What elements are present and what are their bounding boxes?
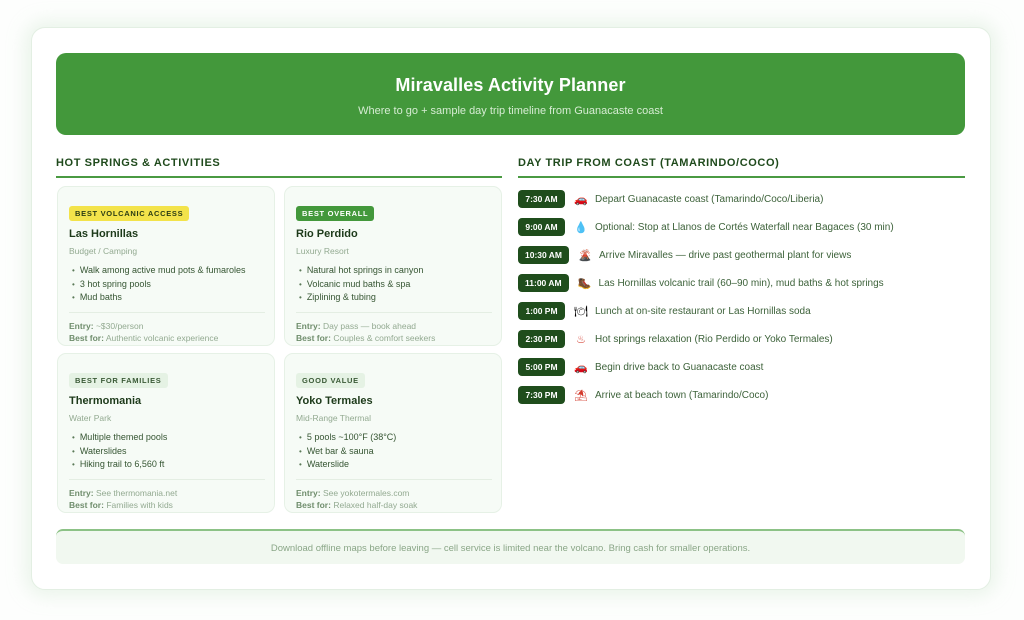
entry-value: See yokotermales.com xyxy=(322,487,410,498)
feature-list xyxy=(296,264,490,305)
volcano-icon: 🌋 xyxy=(578,248,592,262)
card-meta xyxy=(69,487,263,512)
timeline-text: Arrive at beach town (Tamarindo/Coco) xyxy=(595,389,769,401)
timeline-row xyxy=(518,325,965,353)
timeline-row xyxy=(518,213,965,241)
card-meta xyxy=(69,320,263,345)
time-badge: 7:30 PM xyxy=(518,386,565,404)
best-for-label: Best for: xyxy=(69,500,104,510)
entry-value: Day pass — book ahead xyxy=(322,320,417,331)
timeline-row xyxy=(518,185,965,213)
feature-item: • 3 hot spring pools xyxy=(69,278,263,292)
activity-card-thermomania xyxy=(57,353,275,513)
feature-item: • Natural hot springs in canyon xyxy=(296,264,490,278)
feature-item: • Walk among active mud pots & fumaroles xyxy=(69,264,263,278)
best-for-label: Best for: xyxy=(296,333,331,343)
beach-umbrella-icon: ⛱ xyxy=(574,388,588,402)
card-title: Rio Perdido xyxy=(296,228,358,240)
feature-item: • Wet bar & sauna xyxy=(296,445,490,459)
best-for-row xyxy=(69,499,263,512)
droplet-icon: 💧 xyxy=(574,220,588,234)
timeline-row xyxy=(518,269,965,297)
timeline-text: Hot springs relaxation (Rio Perdido or Yoko Termales) xyxy=(595,333,833,345)
plate-cutlery-icon: 🍽 xyxy=(574,304,588,318)
timeline-text: Arrive Miravalles — drive past geothermal plant for views xyxy=(599,249,852,261)
entry-row xyxy=(296,487,490,500)
card-divider xyxy=(69,312,265,313)
card-type: Water Park xyxy=(69,413,112,423)
best-for-row xyxy=(296,332,490,345)
card-badge: BEST OVERALL xyxy=(296,206,374,221)
timeline-row xyxy=(518,297,965,325)
time-badge: 9:00 AM xyxy=(518,218,565,236)
time-badge: 2:30 PM xyxy=(518,330,565,348)
feature-list xyxy=(69,264,263,305)
hot-springs-icon: ♨ xyxy=(576,332,586,346)
timeline-text: Begin drive back to Guanacaste coast xyxy=(595,361,764,373)
time-badge: 10:30 AM xyxy=(518,246,569,264)
card-badge: GOOD VALUE xyxy=(296,373,365,388)
entry-row xyxy=(296,320,490,333)
entry-value: ~$30/person xyxy=(95,320,144,331)
feature-item: • Ziplining & tubing xyxy=(296,291,490,305)
best-for-label: Best for: xyxy=(296,500,331,510)
card-title: Yoko Termales xyxy=(296,395,373,407)
car-icon: 🚗 xyxy=(574,360,588,374)
card-divider xyxy=(296,312,492,313)
timeline-row xyxy=(518,381,965,409)
day-trip-timeline xyxy=(518,185,965,409)
card-meta xyxy=(296,487,490,512)
page-title: Miravalles Activity Planner xyxy=(395,75,626,95)
card-divider xyxy=(296,479,492,480)
best-for-value: Couples & comfort seekers xyxy=(333,333,436,343)
activity-card-las-hornillas xyxy=(57,186,275,346)
entry-label: Entry: xyxy=(69,487,94,498)
card-title: Las Hornillas xyxy=(69,228,139,240)
entry-row xyxy=(69,487,263,500)
entry-row xyxy=(69,320,263,333)
timeline-text: Lunch at on-site restaurant or Las Hornillas soda xyxy=(595,305,811,317)
time-badge: 5:00 PM xyxy=(518,358,565,376)
card-type: Luxury Resort xyxy=(296,246,349,256)
footer-tip: Download offline maps before leaving — cell service is limited near the volcano. Bring cash for smaller operations. xyxy=(56,529,965,564)
feature-item: • 5 pools ~100°F (38°C) xyxy=(296,431,490,445)
timeline-text: Optional: Stop at Llanos de Cortés Waterfall near Bagaces (30 min) xyxy=(595,221,894,233)
activity-card-yoko-termales xyxy=(284,353,502,513)
feature-item: • Waterslide xyxy=(296,458,490,472)
page-subtitle: Where to go + sample day trip timeline from Guanacaste coast xyxy=(358,105,663,117)
feature-item: • Volcanic mud baths & spa xyxy=(296,278,490,292)
header-banner xyxy=(56,53,965,135)
car-icon: 🚗 xyxy=(574,192,588,206)
feature-list xyxy=(296,431,490,472)
entry-label: Entry: xyxy=(296,487,321,498)
best-for-value: Relaxed half-day soak xyxy=(333,500,418,510)
time-badge: 7:30 AM xyxy=(518,190,565,208)
best-for-row xyxy=(69,332,263,345)
section-title-day-trip: DAY TRIP FROM COAST (TAMARINDO/COCO) xyxy=(518,157,965,178)
best-for-value: Authentic volcanic experience xyxy=(105,333,219,343)
card-type: Budget / Camping xyxy=(69,246,138,256)
time-badge: 11:00 AM xyxy=(518,274,569,292)
card-meta xyxy=(296,320,490,345)
card-type: Mid-Range Thermal xyxy=(296,413,371,423)
section-title-hot-springs: HOT SPRINGS & ACTIVITIES xyxy=(56,157,502,178)
best-for-row xyxy=(296,499,490,512)
entry-label: Entry: xyxy=(296,320,321,331)
best-for-value: Families with kids xyxy=(106,500,173,510)
card-badge: BEST FOR FAMILIES xyxy=(69,373,168,388)
card-badge: BEST VOLCANIC ACCESS xyxy=(69,206,189,221)
timeline-text: Las Hornillas volcanic trail (60–90 min), mud baths & hot springs xyxy=(598,277,884,289)
hiking-boot-icon: 🥾 xyxy=(577,276,592,290)
best-for-label: Best for: xyxy=(69,333,104,343)
timeline-row xyxy=(518,241,965,269)
feature-item: • Waterslides xyxy=(69,445,263,459)
feature-list xyxy=(69,431,263,472)
card-title: Thermomania xyxy=(69,395,142,407)
feature-item: • Mud baths xyxy=(69,291,263,305)
feature-item: • Multiple themed pools xyxy=(69,431,263,445)
timeline-text: Depart Guanacaste coast (Tamarindo/Coco/Liberia) xyxy=(595,193,824,205)
feature-item: • Hiking trail to 6,560 ft xyxy=(69,458,263,472)
time-badge: 1:00 PM xyxy=(518,302,565,320)
entry-label: Entry: xyxy=(69,320,94,331)
entry-value: See thermomania.net xyxy=(95,487,178,498)
card-divider xyxy=(69,479,265,480)
activity-card-rio-perdido xyxy=(284,186,502,346)
timeline-row xyxy=(518,353,965,381)
